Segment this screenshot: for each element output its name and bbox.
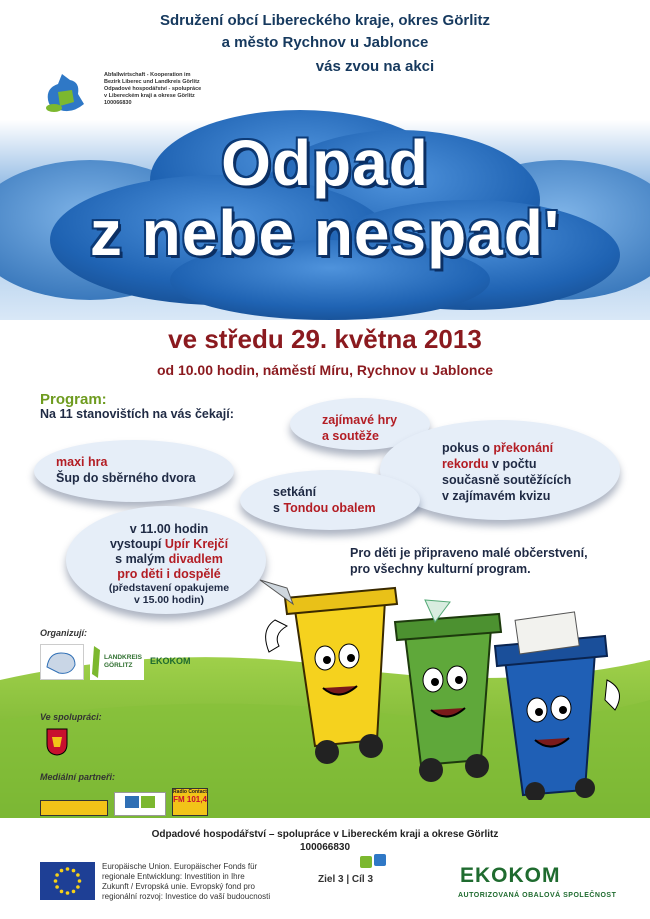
cloud-maxi-line: Šup do sběrného dvora xyxy=(56,471,196,485)
partner-line: Bezirk Liberec und Landkreis Görlitz xyxy=(104,79,200,85)
cloud-theatre-text xyxy=(104,522,234,606)
landkreis-logo xyxy=(90,644,144,680)
ekokom-logo: EKOKOM xyxy=(460,864,561,887)
eu-line: regionale Entwicklung: Investition in Ihre xyxy=(102,872,245,881)
radio-contact-logo xyxy=(172,788,208,816)
ekokom-subtitle: AUTORIZOVANÁ OBALOVÁ SPOLEČNOST xyxy=(458,892,617,899)
theatre-l1: v 11.00 hodin xyxy=(129,522,209,536)
eu-flag xyxy=(40,862,95,900)
sdruzeni-logo xyxy=(40,644,84,680)
rychnov-coat-of-arms xyxy=(46,728,68,756)
record-red: překonání xyxy=(493,441,554,455)
theatre-l3-pre: s malým xyxy=(115,552,169,566)
partner-line: 100066830 xyxy=(104,100,132,106)
organizers-label: Organizují: xyxy=(40,628,87,638)
radio-text: Radio Contact xyxy=(173,789,207,795)
theatre-l3-red: divadlem xyxy=(168,552,223,566)
yellow-bin xyxy=(260,580,397,764)
media-logo-1 xyxy=(40,800,108,816)
landkreis-text: LANDKREIS GÖRLITZ xyxy=(104,654,142,669)
cloud-games-text xyxy=(322,412,397,444)
ziel3-puzzle-icon xyxy=(356,852,392,874)
eu-line: regionální rozvoj: Investice do vaší budoucnosti xyxy=(102,892,271,901)
record-pre: pokus o xyxy=(442,441,494,455)
header-line-3: vás zvou na akci xyxy=(315,58,435,75)
meet-line1: setkání xyxy=(273,485,317,499)
eu-line: Zukunft / Evropská unie. Evropský fond pro xyxy=(102,882,255,891)
refresh-line: Pro děti je připraveno malé občerstvení, xyxy=(350,546,588,560)
cloud-meet-text xyxy=(273,484,376,516)
green-bin xyxy=(395,600,501,782)
header-line-1: Sdružení obcí Libereckého kraje, okres Görlitz xyxy=(159,12,491,29)
header-line-2: a město Rychnov u Jablonce xyxy=(221,34,429,51)
record-red2: rekordu xyxy=(442,457,489,471)
theatre-l2-pre: vystoupí xyxy=(109,537,165,551)
cloud-maxi-line: maxi hra xyxy=(56,455,108,469)
title-line-1: Odpad xyxy=(221,127,429,199)
radio-freq: FM 101,4 xyxy=(173,795,207,804)
ekokom-small-logo: EKOKOM xyxy=(150,656,191,666)
cloud-maxi-text xyxy=(56,454,196,486)
cloud-record-text xyxy=(442,440,571,504)
record-rest3: v zajímavém kvizu xyxy=(442,489,551,503)
ziel3-logo-text: Ziel 3 | Cíl 3 xyxy=(318,874,374,885)
waste-bins-illustration xyxy=(255,560,630,800)
program-intro: Na 11 stanovištích na vás čekají: xyxy=(40,407,234,421)
cooperation-label: Ve spolupráci: xyxy=(40,712,102,722)
partner-line: Abfallwirtschaft - Kooperation im xyxy=(104,72,191,78)
theatre-l5: (představení opakujeme xyxy=(108,582,230,594)
media-label: Mediální partneři: xyxy=(40,772,116,782)
footer-line-2: 100066830 xyxy=(299,842,351,853)
refresh-line: pro všechny kulturní program. xyxy=(350,562,531,576)
meet-red: Tondou obalem xyxy=(283,501,376,515)
meet-pre: s xyxy=(273,501,284,515)
record-rest2: současně soutěžících xyxy=(442,473,572,487)
partner-box-text xyxy=(104,72,201,107)
record-rest1: v počtu xyxy=(488,457,537,471)
eu-line: Europäische Union. Europäischer Fonds für xyxy=(102,862,258,871)
footer-line-1: Odpadové hospodářství – spolupráce v Libereckém kraji a okrese Görlitz xyxy=(151,829,499,840)
region-map-logo xyxy=(40,70,90,116)
media-logo-2 xyxy=(114,792,166,816)
theatre-l2-red: Upír Krejčí xyxy=(164,537,229,551)
theatre-l6: v 15.00 hodin) xyxy=(133,594,205,606)
eu-fund-text xyxy=(102,862,270,902)
blue-bin xyxy=(495,612,620,800)
title-line-2: z nebe nespad' xyxy=(89,197,561,269)
partner-line: v Libereckém kraji a okrese Görlitz xyxy=(104,93,195,99)
theatre-l4: pro děti i dospělé xyxy=(117,567,221,581)
cloud-games-line: a soutěže xyxy=(322,429,379,443)
event-date: ve středu 29. května 2013 xyxy=(168,324,482,354)
program-heading: Program: xyxy=(40,391,107,408)
event-place: od 10.00 hodin, náměstí Míru, Rychnov u Jablonce xyxy=(156,362,494,378)
partner-line: Odpadové hospodářství - spolupráce xyxy=(104,86,202,92)
cloud-games-line: zajímavé hry xyxy=(322,413,398,427)
